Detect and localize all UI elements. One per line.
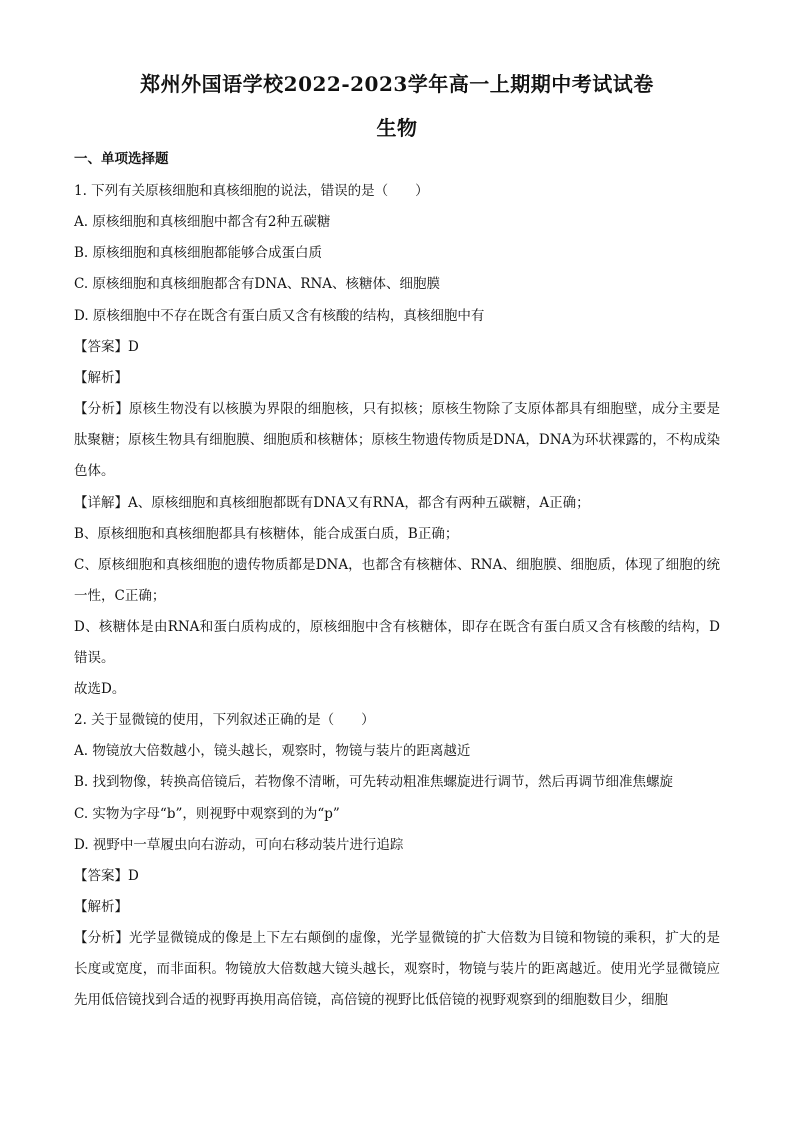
section-heading: 一、单项选择题 bbox=[74, 151, 169, 167]
q2-option-a: A. 物镜放大倍数越小，镜头越长，观察时，物镜与装片的距离越近 bbox=[74, 743, 471, 759]
exam-title: 郑州外国语学校2022-2023学年高一上期期中考试试卷 bbox=[140, 72, 654, 96]
q2-analysis: 【分析】光学显微镜成的像是上下左右颠倒的虚像，光学显微镜的扩大倍数为目镜和物镜的乘积，扩大的是长度或宽度，而非面积。物镜放大倍数越大镜头越长，观察时，物镜与装片的距离越近。使用光学显微镜应先用低倍镜找到合适的视野再换用高倍镜，高倍镜的视野比低倍镜的视野观察到的细胞数目少，细胞 bbox=[74, 930, 720, 1008]
q1-option-a: A. 原核细胞和真核细胞中都含有2种五碳糖 bbox=[74, 214, 331, 230]
q1-detail-b: B、原核细胞和真核细胞都具有核糖体，能合成蛋白质，B正确； bbox=[74, 526, 459, 542]
q1-option-d: D. 原核细胞中不存在既含有蛋白质又含有核酸的结构，真核细胞中有 bbox=[74, 308, 485, 324]
q1-option-c: C. 原核细胞和真核细胞都含有DNA、RNA、核糖体、细胞膜 bbox=[74, 276, 441, 292]
q2-option-d: D. 视野中一草履虫向右游动，可向右移动装片进行追踪 bbox=[74, 837, 404, 853]
q1-answer: 【答案】D bbox=[74, 339, 139, 355]
q1-option-b: B. 原核细胞和真核细胞都能够合成蛋白质 bbox=[74, 245, 323, 261]
q1-detail-c: C、原核细胞和真核细胞的遗传物质都是DNA，也都含有核糖体、RNA、细胞膜、细胞质，体现了细胞的统一性，C正确； bbox=[74, 557, 720, 604]
q1-detail-d: D、核糖体是由RNA和蛋白质构成的，原核细胞中含有核糖体，即存在既含有蛋白质又含有核酸的结构，D错误。 bbox=[74, 619, 720, 666]
q2-explain-label: 【解析】 bbox=[74, 899, 128, 915]
q1-analysis: 【分析】原核生物没有以核膜为界限的细胞核，只有拟核；原核生物除了支原体都具有细胞壁，成分主要是肽聚糖；原核生物具有细胞膜、细胞质和核糖体；原核生物遗传物质是DNA，DNA为环状裸露的，不构成染色体。 bbox=[74, 401, 720, 479]
q2-stem: 2. 关于显微镜的使用，下列叙述正确的是（ ） bbox=[74, 712, 375, 728]
q1-conclusion: 故选D。 bbox=[74, 681, 126, 697]
q2-answer: 【答案】D bbox=[74, 868, 139, 884]
subject-title: 生物 bbox=[376, 116, 418, 140]
q1-detail-a: 【详解】A、原核细胞和真核细胞都既有DNA又有RNA，都含有两种五碳糖，A正确； bbox=[74, 495, 590, 511]
q2-option-c: C. 实物为字母“b”，则视野中观察到的为“p” bbox=[74, 806, 340, 822]
q1-explain-label: 【解析】 bbox=[74, 370, 128, 386]
q2-option-b: B. 找到物像，转换高倍镜后，若物像不清晰，可先转动粗准焦螺旋进行调节，然后再调节细准焦螺旋 bbox=[74, 774, 674, 790]
q1-stem: 1. 下列有关原核细胞和真核细胞的说法，错误的是（ ） bbox=[74, 183, 429, 199]
